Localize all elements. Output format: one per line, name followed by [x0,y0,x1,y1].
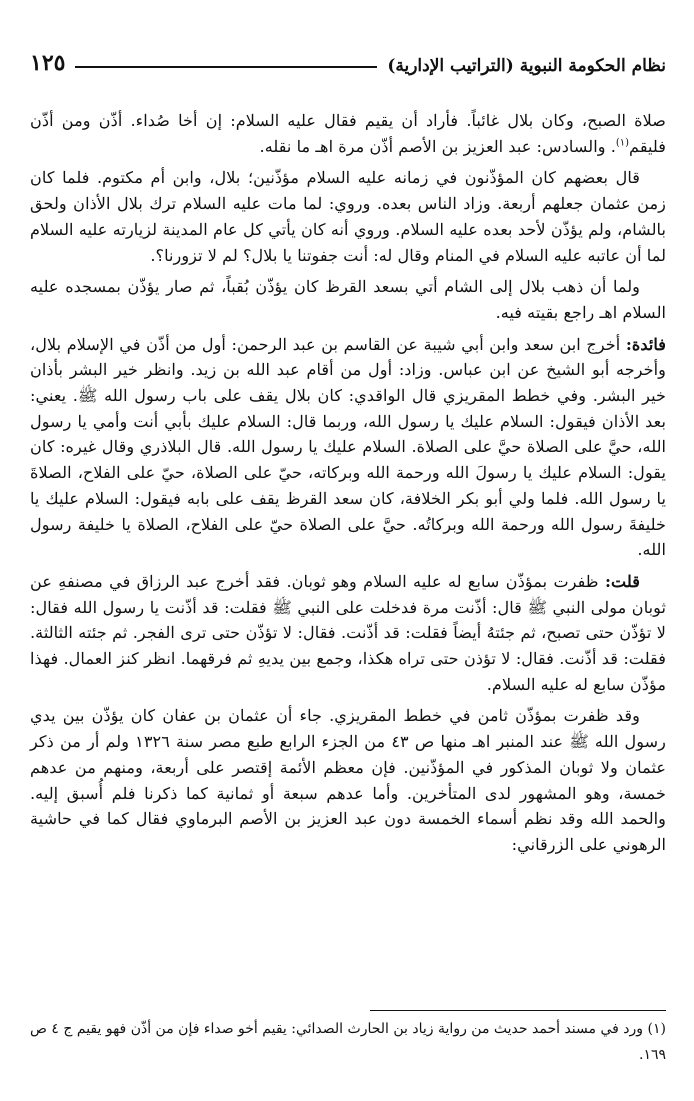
paragraph-1 [30,108,666,159]
paragraph-1-tail: . والسادس: عبد العزيز بن الأصم أذّن مرة اهـ ما نقله. [259,136,616,156]
paragraph-2: قال بعضهم كان المؤذّنون في زمانه عليه السلام مؤذّنين؛ بلال، وابن أم مكتوم. فلما كان زمن عثمان جعلهم أربعة. وزاد الناس بعده. وروي: لما مات عليه السلام ترك بلال الأذان ولحق بالشام، ولم يؤذّن لأحد بعده عليه السلام. وروي أنه كان يأتي كل عام المدينة لزيارته عليه السلام لما أن عاتبه عليه السلام في المنام وقال له: أنت جفوتنا يا بلال؟ لم لا تزورنا؟. [30,168,666,265]
paragraph-4 [30,332,666,563]
footnote-rule [370,1010,666,1011]
paragraph-1-text: صلاة الصبح، وكان بلال غائباً. فأراد أن يقيم فقال عليه السلام: إن أخا صُداء. أذّن ومن أذّن فليقم [30,111,666,156]
body-text [30,108,666,864]
paragraph-5-text: ظفرت بمؤذّن سابع له عليه السلام وهو ثوبان. فقد أخرج عبد الرزاق في مصنفهِ عن ثوبان مولى النبي ﷺ قال: أذّنت مرة فدخلت على النبي ﷺ فقلت: قد أذّنت يا رسول الله فقال: لا تؤذّن حتى تصبح، ثم جئتهُ أيضاً فقلت: قد أذّنت. فقال: لا تؤذّن حتى ترى الفجر. ثم جئته الثالثة. فقلت: قد أذّنت. فقال: لا تؤذن حتى تراه هكذا، وجمع بين يديهِ ثم فرقهما. انظر كنز العمال. فهذا مؤذّن سابع له عليه السلام. [30,571,666,694]
page-number: ١٢٥ [30,50,66,76]
paragraph-4-text: أخرج ابن سعد وابن أبي شيبة عن القاسم بن عبد الرحمن: أول من أذّن في الإسلام بلال، وأخرجه أبو الشيخ عن ابن عباس. وزاد: أول من أقام عبد الله بن زيد. وانظر خير البشر بأذان خير البشر. وفي خطط المقريزي قال الواقدي: كان بلال يقف على باب رسول الله ﷺ. يعني: بعد الأذان فيقول: السلام عليك يا رسول الله، وربما قال: السلام عليك بأبي أنت وأمي يا رسول الله، حيَّ على الصلاة حيَّ على الصلاة. السلام عليك يا رسول الله. قال البلاذري وقال غيره: كان يقول: السلام عليك يا رسولَ الله ورحمة الله وبركاته، حيّ على الصلاة، حيّ على الفلاح، الصلاةَ يا رسول الله. فلما ولي أبو بكر الخلافة، كان سعد القرظ يقف على بابه فيقول: السلام عليك يا خليفةَ رسول الله ورحمة الله وبركاتُه. حيَّ على الصلاة حيّ على الفلاح، الصلاة يا خليفة رسول الله. [30,334,666,560]
fayida-label: فائدة: [625,334,667,354]
page-header [30,40,666,76]
running-title: نظام الحكومة النبوية (التراتيب الإدارية) [387,56,666,76]
paragraph-5 [30,569,666,698]
footnote-reference: (١) [615,137,630,149]
paragraph-6: وقد ظفرت بمؤذّن ثامن في خطط المقريزي. جاء أن عثمان بن عفان كان يؤذّن بين يدي رسول الله ﷺ عند المنبر اهـ منها ص ٤٣ من الجزء الرابع طبع مصر سنة ١٣٢٦ ولم أر من ذكر عثمان ولا ثوبان المذكور في المؤذّنين. فإن معظم الأئمة إقتصر على أربعة، ومنهم من عدهم خمسة، وهو المشهور لدى المتأخرين. وأما عدهم سبعة أو ثمانية كما ذكرنا فلم أُسبق إليه. والحمد الله وقد نظم أسماء الخمسة دون عبد العزيز بن الأصم البرماوي فقال كما في حاشية الرهوني على الزرقاني: [30,706,666,854]
qultu-label: قلت: [605,571,640,591]
paragraph-3: ولما أن ذهب بلال إلى الشام أتي بسعد القرظ كان يؤذّن بُقباً، ثم صار يؤذّن بمسجده عليه السلام اهـ راجع بقيته فيه. [30,277,666,322]
footnote: (١) ورد في مسند أحمد حديث من رواية زياد بن الحارث الصدائي: يقيم أخو صداء فإن من أذّن فهو يقيم ج ٤ ص ١٦٩. [30,1021,666,1063]
header-rule [75,66,377,68]
